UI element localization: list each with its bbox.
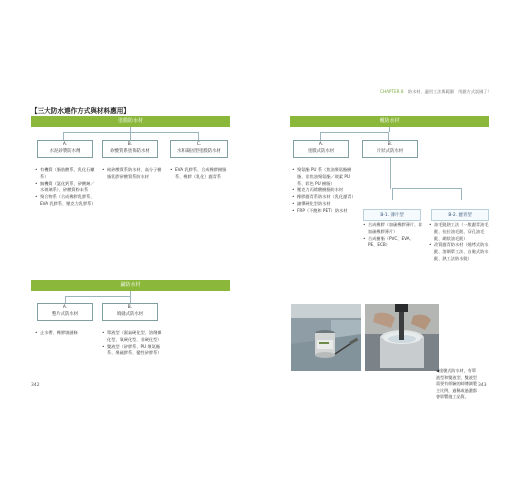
connector xyxy=(63,132,199,140)
coating-branch-b-box xyxy=(102,140,158,158)
list-item: • 純矽酸質系防水材、高分子樹脂乳膠矽酸質系防水材 xyxy=(102,167,164,181)
list-item: • 單液型（濕氣硬化型、溶劑揮化型、氧硬化型、非硬化型） xyxy=(102,330,164,344)
chapter-label: CHAPTER 8 xyxy=(380,89,404,94)
cover-branch-a-box xyxy=(293,140,349,158)
list-item: • 橡膠瀝青系防水材（乳化瀝青） xyxy=(292,194,354,201)
branch-letter: B. xyxy=(127,305,133,310)
photo-caption: ◀塗膜式防水材，有單液型和雙液型，雙液型需要有經驗的師傅調製主比例，過稀或過濃都會影響施工品質。 xyxy=(436,368,477,400)
branch-name: 整片式防水材 xyxy=(51,312,79,317)
photo-mixing-paint xyxy=(365,304,439,371)
branch-name: 填縫式防水材 xyxy=(116,312,144,317)
branch-letter: A. xyxy=(62,142,68,147)
page-number-left: 342 xyxy=(31,383,40,388)
coating-title-bar: 塗膜防水材 xyxy=(31,116,230,127)
list-item: • 聚合物系（合成橡膠乳膠系、EVA 乳膠系、壓克力乳膠系） xyxy=(35,194,95,208)
list-item: • 雙液型（矽膠系、PU 聚氨酯系、聚硫膠系、變性矽膠系） xyxy=(102,344,164,358)
connector xyxy=(389,127,390,132)
list-item: • 壓克力丙烯酸樹脂防水材 xyxy=(292,187,354,194)
running-header xyxy=(380,89,492,95)
branch-name: 水和凝固型塗膜防水材 xyxy=(177,149,221,154)
branch-name: 矽酸質系塗佈防水材 xyxy=(110,149,150,154)
sealing-title-bar: 鋪防水材 xyxy=(31,280,230,291)
branch-letter: B. xyxy=(127,142,133,147)
sealing-b-list xyxy=(102,330,164,357)
list-item: • 合成樹脂（PVC、EVA、PE、ECB） xyxy=(363,236,423,250)
sealing-a-list xyxy=(35,330,95,337)
list-item: • 無機質（氯化鈣系、矽酸鈉／水玻璃系）、矽酸質粉末系 xyxy=(35,181,95,195)
connector xyxy=(390,188,391,189)
coating-branch-c-box xyxy=(170,140,228,158)
list-item: • 錦彈硬化型防水材 xyxy=(292,201,354,208)
branch-letter: A. xyxy=(318,142,324,147)
connector xyxy=(390,158,391,188)
cover-b1-list xyxy=(363,222,423,249)
cover-b2-box: B-2. 瀝青型 xyxy=(431,209,489,221)
list-item: • 油毛氈熱工法（一般瀝青油毛氈、抗拉油毛氈、穿孔油毛氈、網狀油毛氈） xyxy=(429,222,489,242)
coating-a-list xyxy=(35,167,95,208)
connector xyxy=(130,132,131,140)
branch-name: 片狀式防水材 xyxy=(376,149,404,154)
list-item: • EVA 乳膠系、合成橡膠樹脂系、橡膠（乳化）瀝青系 xyxy=(170,167,228,181)
photo-coated-roof xyxy=(291,304,361,371)
list-item: • 有機質（脂肪酸系、乳化石蠟系） xyxy=(35,167,95,181)
sealing-branch-a-box xyxy=(37,303,93,321)
list-item: • FRP（不飽和 PET）防水材 xyxy=(292,208,354,215)
branch-name: 水泥砂漿防水劑 xyxy=(49,149,81,154)
cover-b2-list xyxy=(429,222,489,263)
connector xyxy=(320,132,389,140)
list-item: • 合成橡膠（加硫橡膠薄片、非加硫橡膠薄片） xyxy=(363,222,423,236)
coating-b-list xyxy=(102,167,164,181)
cover-b1-box: B-1. 薄片型 xyxy=(363,209,421,221)
branch-name: 塗膜式防水材 xyxy=(307,149,335,154)
cover-a-list xyxy=(292,167,354,215)
connector xyxy=(392,188,462,200)
list-item: • 改質瀝青防水材（燒烤式防水氈、溶劑單工法、自黏式防水氈、熱工法防水氈） xyxy=(429,242,489,262)
chapter-subtitle: 防水材、適用工法與範圍 用錯方式誤國了！ xyxy=(407,89,492,94)
page-number-right: 343 xyxy=(478,383,487,388)
coating-branch-a-box xyxy=(37,140,93,158)
branch-letter: B. xyxy=(387,142,393,147)
branch-letter: C. xyxy=(196,142,202,147)
branch-letter: A. xyxy=(62,305,68,310)
list-item: • 聚氨酯 PU 系（焦油聚氨酯樹脂、非焦油聚氨酯／玻素 PU 系、彩色 PU 樹脂） xyxy=(292,167,354,187)
coating-c-list xyxy=(170,167,228,181)
connector xyxy=(65,296,131,303)
cover-title-bar: 覆防水材 xyxy=(290,116,489,127)
sealing-branch-b-box xyxy=(102,303,158,321)
cover-branch-b-box xyxy=(362,140,418,158)
section-title: 【三大防水連作方式與材料應用】 xyxy=(31,107,130,115)
list-item: • 止水帶、橡膠填縫條 xyxy=(35,330,95,337)
